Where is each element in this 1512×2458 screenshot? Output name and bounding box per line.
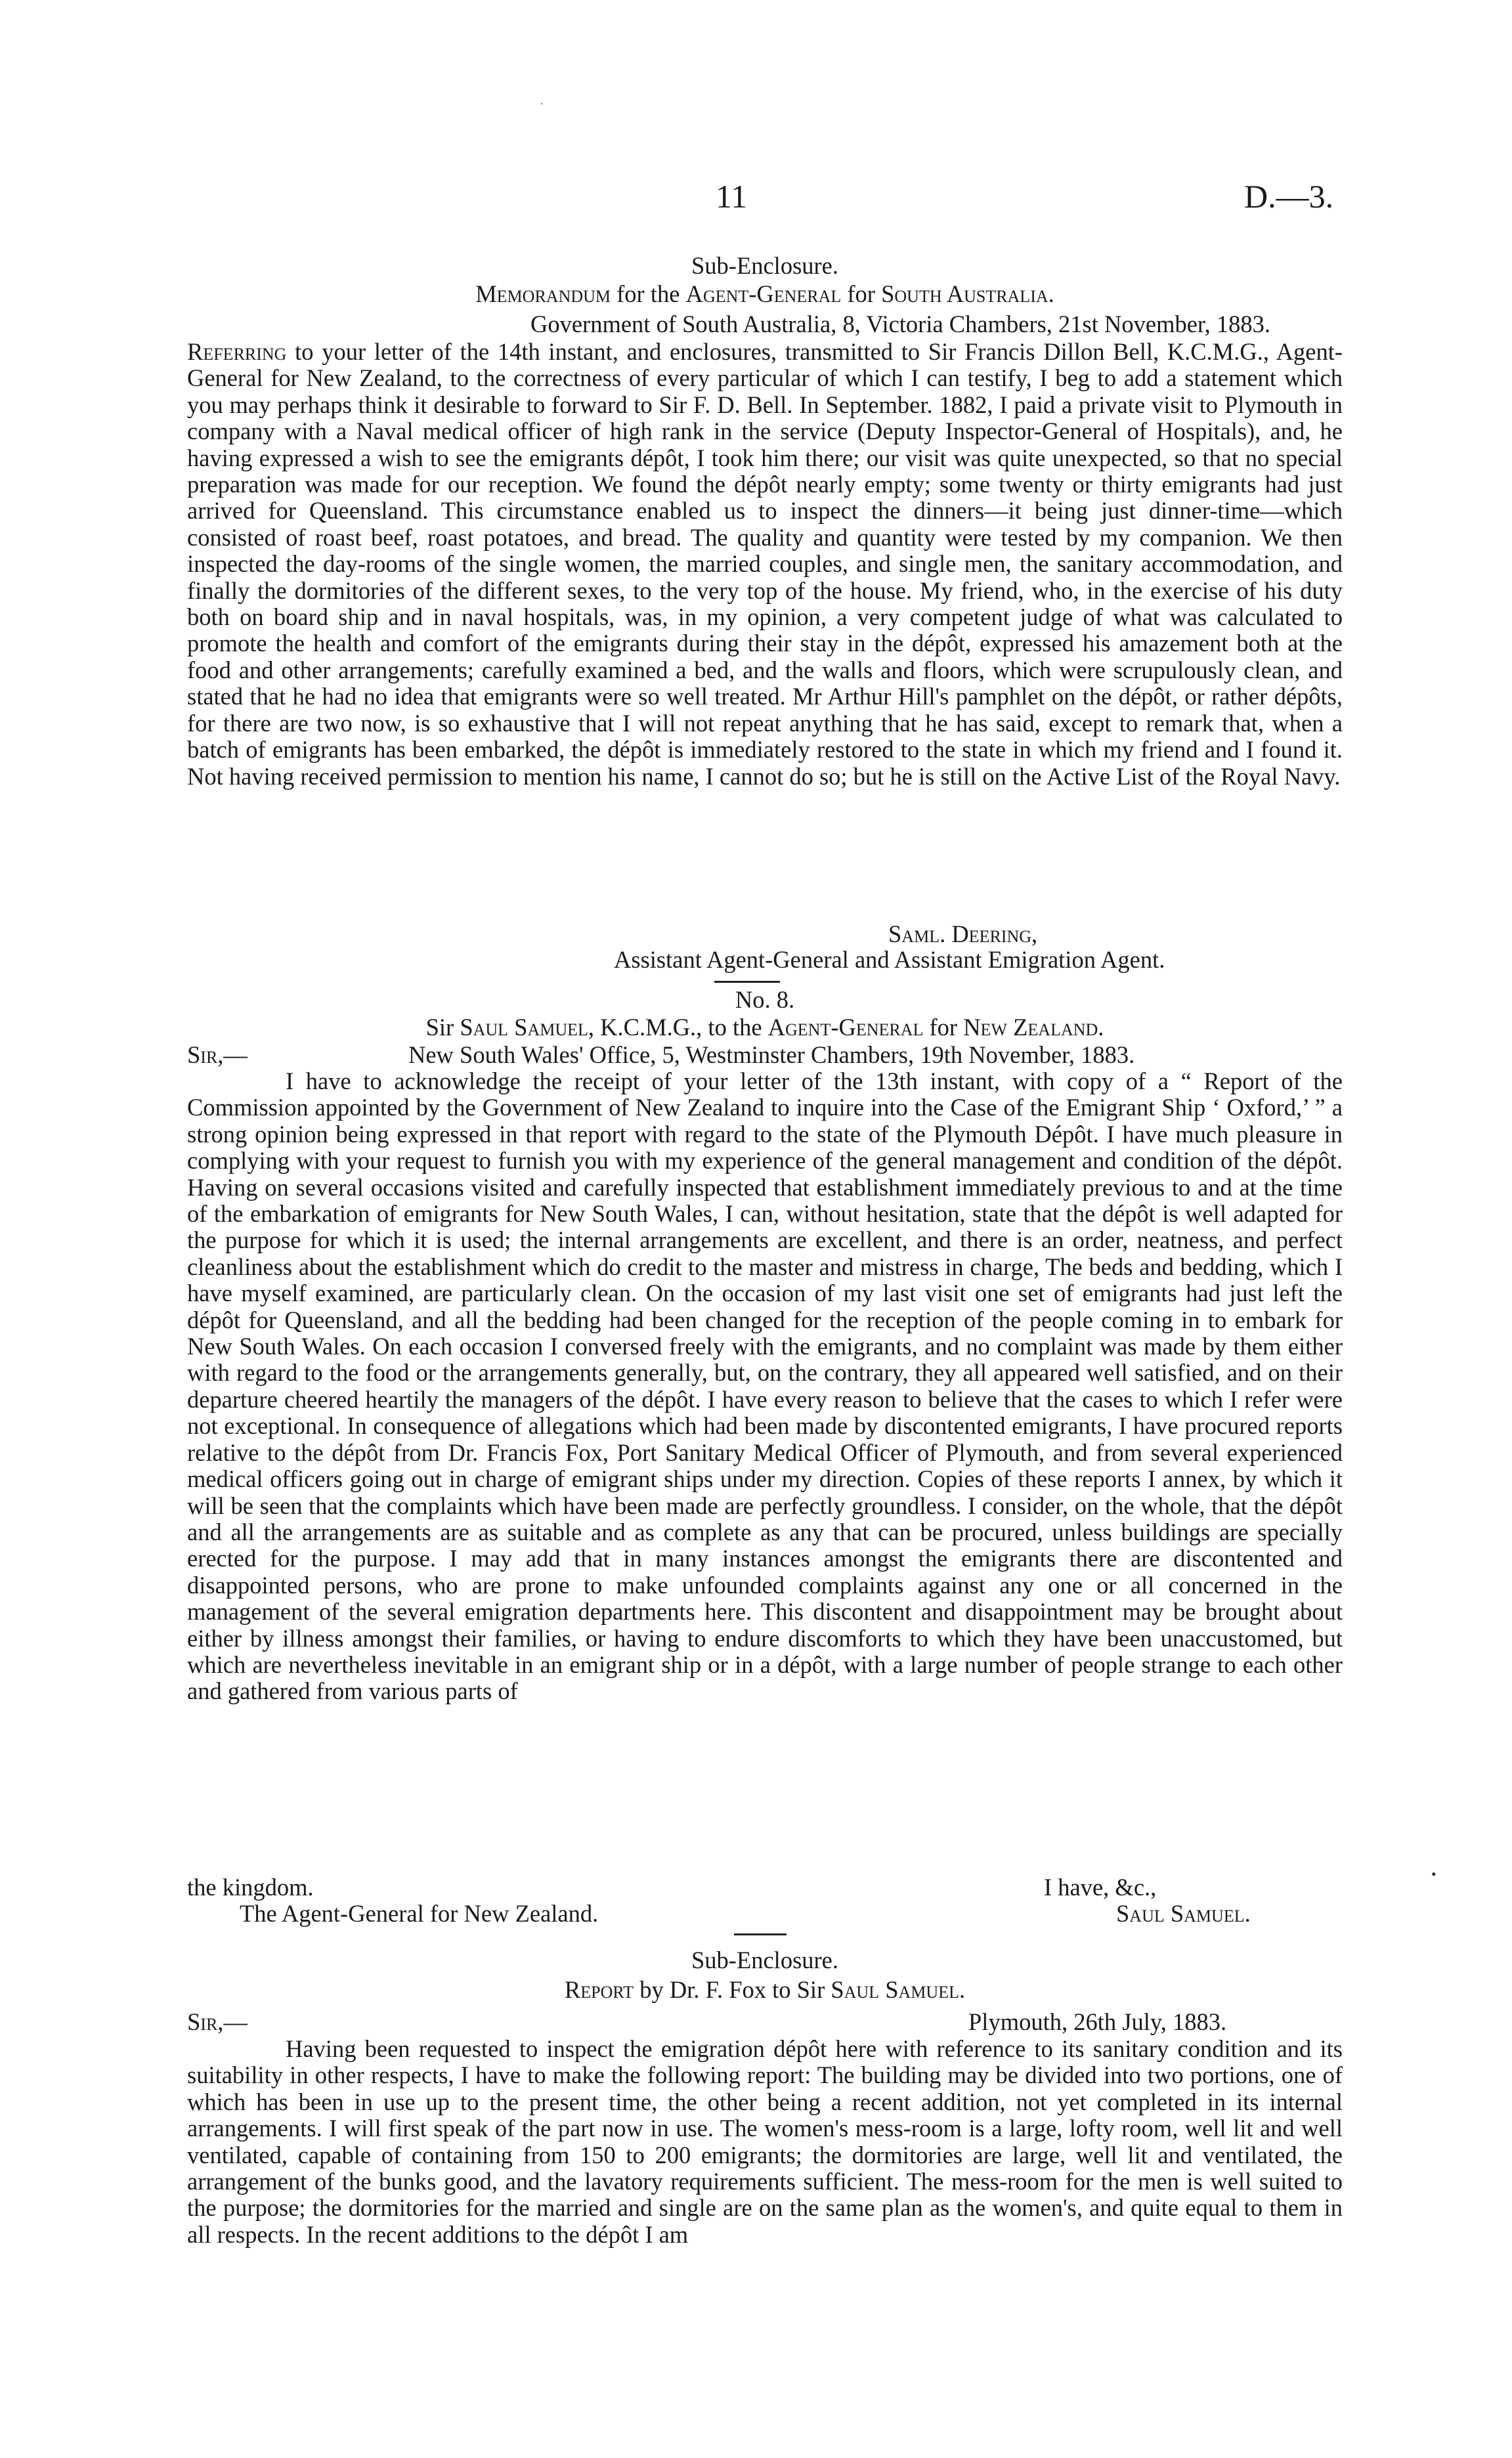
section2-last-line: the kingdom.	[187, 1874, 314, 1901]
section2-title-sir: Sir	[425, 1014, 460, 1041]
section2-salutation-line	[187, 1042, 1343, 1068]
section2-body: I have to acknowledge the receipt of your letter of the 13th instant, with copy of a “ Report of the Commission appointed by the Government of New Zealand to inquire into the Case of the Emigrant Ship ‘ Oxford,’ ” a strong opinion being expressed in that report with regard to the state of the Plymouth Dépôt. I have much pleasure in complying with your request to furnish you with my experience of the general management and condition of the dépôt. Having on several occasions visited and carefully inspected that establishment immediately previous to and at the time of the embarkation of emigrants for New South Wales, I can, without hesitation, state that the dépôt is well adapted for the purpose for which it is used; the internal arrangements are excellent, and there is an order, neatness, and perfect cleanliness about the establishment which do credit to the master and mistress in charge, The beds and bedding, which I have myself examined, are particularly clean. On the occasion of my last visit one set of emigrants had just left the dépôt for Queensland, and all the bedding had been changed for the reception of the people coming in to embark for New South Wales. On each occasion I conversed freely with the emigrants, and no complaint was made by them either with regard to the food or the arrangements generally, but, on the contrary, they all appeared well satisfied, and on their departure cheered heartily the managers of the dépôt. I have every reason to believe that the cases to which I refer were not exceptional. In consequence of allegations which had been made by discontented emigrants, I have procured reports relative to the dépôt from Dr. Francis Fox, Port Sanitary Medical Officer of Plymouth, and from several experienced medical officers going out in charge of emigrant ships under my direction. Copies of these reports I annex, by which it will be seen that the complaints which have been made are perfectly groundless. I consider, on the whole, that the dépôt and all the arrangements are as suitable and as complete as any that can be procured, unless buildings are specially erected for the purpose. I may add that in many instances amongst the emigrants there are discontented and disappointed persons, who are prone to make unfounded complaints against any one or all concerned in the management of the several emigration departments here. This discontent and disappointment may be brought about either by illness amongst their families, or having to endure discomforts to which they have been unaccustomed, but which are nevertheless inevitable in an emigrant ship or in a dépôt, with a large number of people strange to each other and gathered from various parts of	[187, 1067, 1343, 1705]
section3-title-name: Saul Samuel.	[831, 1976, 966, 2003]
section3-title-mid: by Dr. F. Fox to Sir	[634, 1976, 831, 2003]
section1-body	[187, 339, 1343, 790]
section2-closing: I have, &c.,	[1044, 1874, 1157, 1901]
section1-title-place: South Australia.	[881, 280, 1054, 307]
section1-opening-word: Referring	[187, 338, 287, 365]
section3-title-prefix: Report	[564, 1976, 634, 2003]
section1-signature-name	[187, 921, 1343, 947]
section1-title-rest: for the	[611, 280, 686, 307]
section2-dateline: New South Wales' Office, 5, Westminster Chambers, 19th November, 1883.	[408, 1041, 1135, 1068]
section1-title-prefix: Memorandum	[475, 280, 611, 307]
section1-title	[187, 281, 1343, 307]
section3-heading: Sub-Enclosure.	[691, 1947, 839, 1973]
section3-salutation-line	[187, 2009, 1343, 2035]
section1-dateline: Government of South Australia, 8, Victoria Chambers, 21st November, 1883.	[530, 311, 1270, 337]
section2-number: No. 8.	[735, 986, 795, 1013]
section3-salutation: Sir,—	[187, 2008, 248, 2035]
divider-1	[714, 981, 780, 983]
section1-title-agent: Agent-General	[685, 280, 842, 307]
signature-deering: Saml. Deering,	[888, 920, 1038, 947]
section3-dateline: Plymouth, 26th July, 1883.	[968, 2008, 1227, 2035]
scan-mark: ·	[540, 97, 544, 110]
section2-salutation: Sir,—	[187, 1041, 248, 1068]
section2-title-place: New Zealand.	[963, 1014, 1104, 1041]
section2-title-agent: Agent-General	[767, 1014, 924, 1041]
section3-title	[187, 1977, 1343, 2003]
divider-2	[734, 1933, 787, 1935]
section1-signature-title: Assistant Agent-General and Assistant Emigration Agent.	[614, 946, 1165, 973]
document-reference: D.—3.	[1244, 178, 1334, 215]
section1-body-text: to your letter of the 14th instant, and enclosures, transmitted to Sir Francis Dillon Bell, K.C.M.G., Agent-General for New Zealand, to the correctness of every particular of which I can testify, I beg to add a statement which you may perhaps think it desirable to forward to Sir F. D. Bell. In September. 1882, I paid a private visit to Plymouth in company with a Naval medical officer of high rank in the service (Deputy Inspector-General of Hospitals), and, he having expressed a wish to see the emigrants dépôt, I took him there; our visit was quite unexpected, so that no special preparation was made for our reception. We found the dépôt nearly empty; some twenty or thirty emigrants had just arrived for Queensland. This circumstance enabled us to inspect the dinners—it being just dinner-time—which consisted of roast beef, roast potatoes, and bread. The quality and quantity were tested by my companion. We then inspected the day-rooms of the single women, the married couples, and single men, the sanitary accommodation, and finally the dormitories of the different sexes, to the very top of the house. My friend, who, in the exercise of his duty both on board ship and in naval hospitals, was, in my opinion, a very competent judge of what was calculated to promote the health and comfort of the emigrants during their stay in the dépôt, expressed his amazement both at the food and other arrangements; carefully examined a bed, and the walls and floors, which were scrupulously clean, and stated that he had no idea that emigrants were so well treated. Mr Arthur Hill's pamphlet on the dépôt, or rather dépôts, for there are two now, is so exhaustive that I will not repeat anything that he has said, except to remark that, when a batch of emigrants has been embarked, the dépôt is immediately restored to the state in which my friend and I found it. Not having received permission to mention his name, I cannot do so; but he is still on the Active List of the Royal Navy.	[187, 338, 1343, 790]
section2-closing-line	[187, 1874, 1343, 1901]
page-number: 11	[716, 178, 748, 215]
section2-signature: Saul Samuel.	[1116, 1900, 1251, 1927]
section2-title	[187, 1014, 1343, 1041]
section1-heading: Sub-Enclosure.	[691, 252, 839, 279]
scan-dot: •	[1431, 1866, 1436, 1882]
section3-body: Having been requested to inspect the emigration dépôt here with reference to its sanitary condition and its suitability in other respects, I have to make the following report: The building may be divided into two portions, one of which has been in use up to the present time, the other being a recent addition, not yet completed in its internal arrangements. I will first speak of the part now in use. The women's mess-room is a large, lofty room, well lit and well ventilated, capable of containing from 150 to 200 emigrants; the dormitories are large, well lit and ventilated, the arrangement of the bunks good, and the lavatory requirements sufficient. The mess-room for the men is well suited to the purpose; the dormitories for the married and single are on the same plan as the women's, and quite equal to them in all respects. In the recent additions to the dépôt I am	[187, 2035, 1343, 2248]
section2-title-mid: , K.C.M.G., to the	[588, 1014, 768, 1041]
section2-title-name: Saul Samuel	[460, 1014, 588, 1041]
section2-addressee: The Agent-General for New Zealand.	[240, 1900, 599, 1927]
section1-title-for: for	[841, 280, 882, 307]
section2-title-for: for	[923, 1014, 964, 1041]
